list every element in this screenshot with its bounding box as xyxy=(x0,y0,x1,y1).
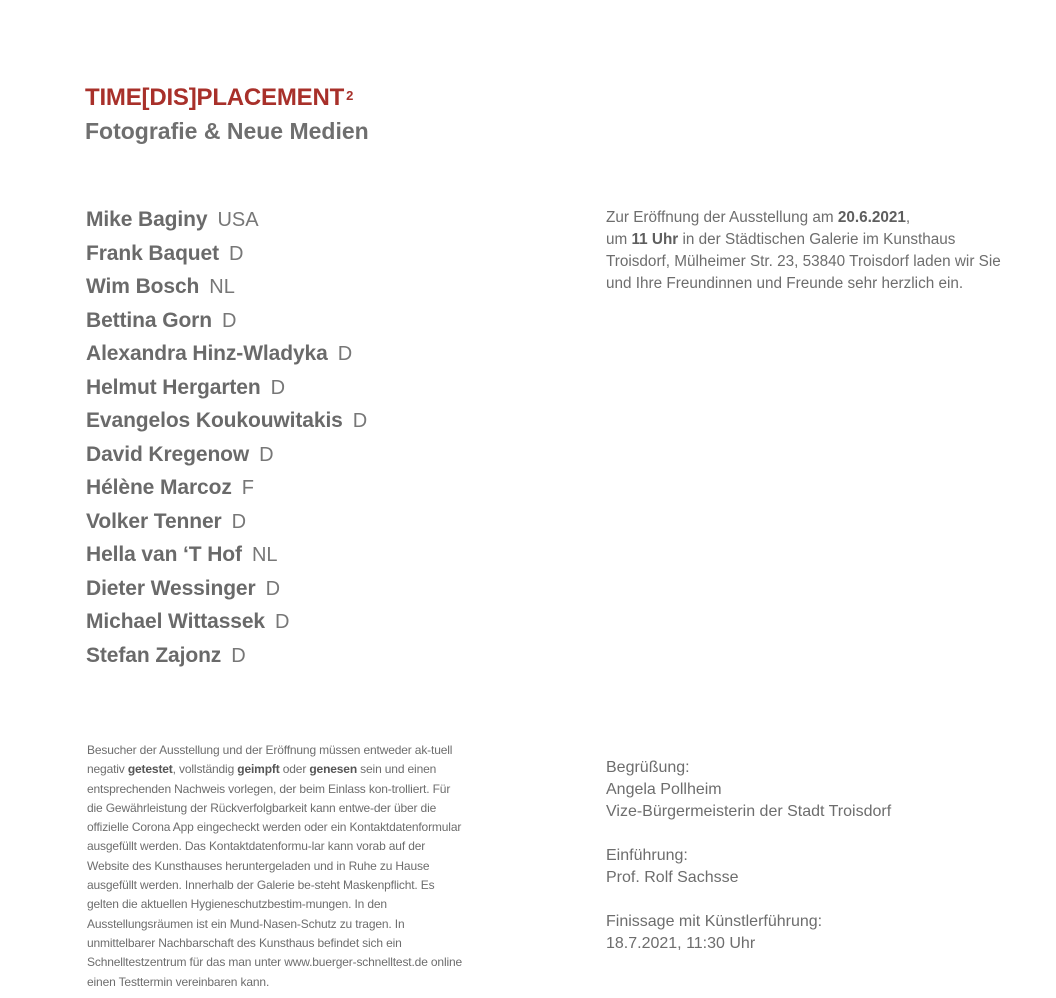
welcome-label: Begrüßung: xyxy=(606,759,690,776)
notice-text: Besucher der Ausstellung und der Eröffnung müssen entweder ak-tuell negativ xyxy=(87,743,453,777)
intro-label: Einführung: xyxy=(606,847,688,864)
artist-item xyxy=(86,639,367,673)
artist-name: David Kregenow xyxy=(86,442,250,466)
exhibition-title xyxy=(85,84,369,112)
artist-item xyxy=(86,572,367,606)
artist-country: D xyxy=(231,644,246,667)
artist-item xyxy=(86,304,367,338)
notice-emphasis-tested: getestet xyxy=(127,762,173,777)
artist-name: Dieter Wessinger xyxy=(86,576,256,600)
artist-country: D xyxy=(337,343,353,365)
artist-item xyxy=(86,505,367,539)
artist-name: Alexandra Hinz-Wladyka xyxy=(86,342,328,365)
welcome-name: Angela Pollheim xyxy=(606,781,722,798)
artist-country: D xyxy=(259,443,274,466)
artist-country: D xyxy=(352,410,368,432)
artist-item xyxy=(86,237,367,271)
finissage-section xyxy=(606,911,1026,955)
artist-country: D xyxy=(270,376,286,399)
invitation-part: , xyxy=(905,209,911,226)
artist-country: NL xyxy=(209,276,235,298)
artist-country: F xyxy=(241,477,254,499)
artist-name: Frank Baquet xyxy=(86,241,219,265)
artist-name: Hélène Marcoz xyxy=(86,476,232,499)
invitation-part: um xyxy=(606,231,632,248)
artist-item xyxy=(86,270,367,304)
opening-date: 20.6.2021 xyxy=(837,209,906,226)
artist-name: Stefan Zajonz xyxy=(86,643,222,667)
exhibition-title-text: TIME[DIS]PLACEMENT xyxy=(85,84,345,111)
artist-item xyxy=(86,404,367,438)
notice-emphasis-recovered: genesen xyxy=(309,762,357,777)
finissage-label: Finissage mit Künstlerführung: xyxy=(606,913,823,930)
artist-country: USA xyxy=(217,209,259,231)
intro-name: Prof. Rolf Sachsse xyxy=(606,869,739,886)
invitation-text xyxy=(606,207,1006,295)
artist-name: Wim Bosch xyxy=(86,275,200,298)
artist-country: D xyxy=(221,309,237,332)
artist-country: D xyxy=(229,242,244,265)
artist-country: D xyxy=(265,577,281,600)
notice-emphasis-vaccinated: geimpft xyxy=(237,762,280,777)
notice-text: , vollständig xyxy=(172,762,238,777)
welcome-role: Vize-Bürgermeisterin der Stadt Troisdorf xyxy=(606,803,892,820)
notice-text: sein und einen entsprechenden Nachweis vorlegen, der beim Einlass kon-trolliert. Für die Gewährleistung der Rückverfolgbarkeit kann entwe-der über die offizielle Corona App eingecheckt werden oder ein Kontaktdatenformular ausgefüllt werden. Das Kontaktdatenformu-lar kann vorab auf der Website des Kunsthauses heruntergeladen und in Ruhe zu Hause ausgefüllt werden. Innerhalb der Galerie be-steht Maskenpflicht. Es gelten die aktuellen Hygieneschutzbestim-mungen. In den Ausstellungsräumen ist ein Mund-Nasen-Schutz zu tragen. In unmittelbarer Nachbarschaft des Kunsthaus befindet sich ein Schnelltestzentrum für das man unter www.buerger-schnelltest.de online einen Testtermin vereinbaren kann. xyxy=(87,762,463,989)
header xyxy=(85,84,369,146)
artist-name: Helmut Hergarten xyxy=(86,375,261,399)
intro-section xyxy=(606,845,1026,889)
artist-name: Hella van ‘T Hof xyxy=(86,543,242,566)
welcome-section xyxy=(606,757,1026,823)
artist-name: Bettina Gorn xyxy=(86,308,212,332)
artist-country: D xyxy=(231,510,247,533)
artist-item xyxy=(86,538,367,572)
artist-name: Mike Baginy xyxy=(86,208,208,231)
artist-name: Evangelos Koukouwitakis xyxy=(86,409,343,432)
invitation-part: Zur Eröffnung der Ausstellung am xyxy=(606,209,838,226)
invitation-part: in der Städtischen Galerie im Kunsthaus Troisdorf, Mülheimer Str. 23, 53840 Troisdorf laden wir Sie und Ihre Freundinnen und Freunde sehr herzlich ein. xyxy=(606,231,1001,292)
notice-text: oder xyxy=(279,762,310,777)
exhibition-subtitle: Fotografie & Neue Medien xyxy=(85,118,369,144)
opening-time: 11 Uhr xyxy=(631,231,679,248)
artist-item xyxy=(86,203,367,237)
artist-list xyxy=(86,203,367,672)
artist-item xyxy=(86,438,367,472)
artist-item xyxy=(86,337,367,371)
exhibition-title-superscript: 2 xyxy=(346,88,354,103)
artist-country: NL xyxy=(251,544,278,566)
artist-item xyxy=(86,605,367,639)
finissage-date: 18.7.2021, 11:30 Uhr xyxy=(606,935,756,952)
artist-item xyxy=(86,471,367,505)
artist-name: Volker Tenner xyxy=(86,509,222,533)
artist-name: Michael Wittassek xyxy=(86,610,266,633)
artist-item xyxy=(86,371,367,405)
artist-country: D xyxy=(275,611,290,633)
hygiene-notice xyxy=(87,741,467,992)
program-info xyxy=(606,757,1026,977)
